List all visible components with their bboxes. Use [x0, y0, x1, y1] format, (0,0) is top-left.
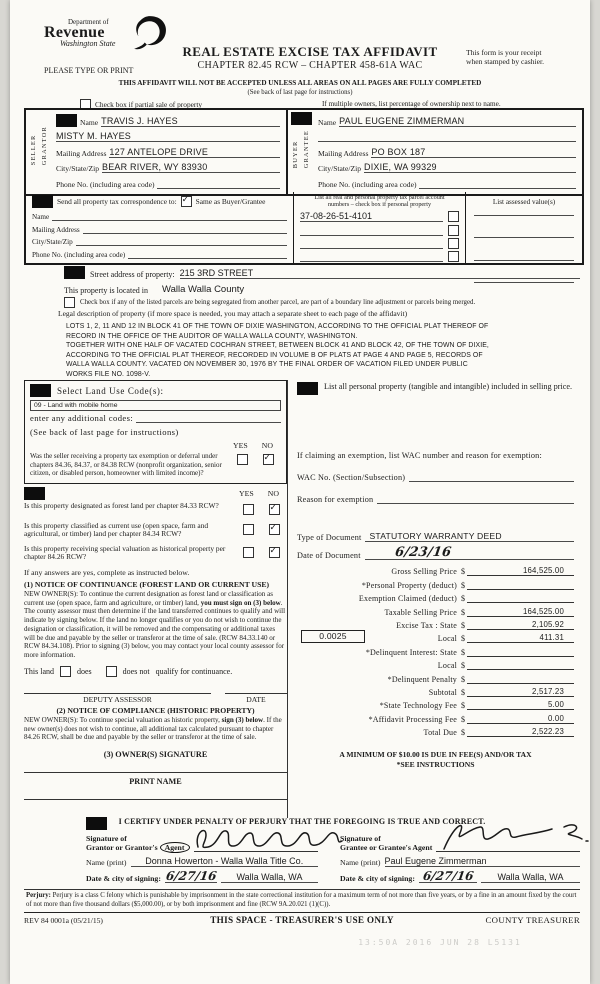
section4-marker	[64, 266, 85, 279]
processing-fee-field[interactable]	[467, 714, 574, 724]
forest-land-question: Is this property designated as forest land per chapter 84.33 RCW?	[24, 500, 219, 510]
legal-line-5: WALLA WALLA COUNTY. VACATED ON NOVEMBER 30, 1976 BY THE FINAL ORDER OF VACATION FILED UNDER PUBLIC	[66, 361, 468, 369]
fee-label: *Delinquent Interest: State	[365, 647, 457, 657]
grantee-city-field[interactable]: Walla Walla, WA	[481, 872, 580, 883]
wac-field[interactable]	[409, 481, 574, 482]
parcel3-personal-checkbox[interactable]	[448, 238, 459, 249]
parcel-numbers-section	[294, 192, 466, 263]
grantee-name-label: Name (print)	[340, 858, 381, 867]
dollar-sign: $	[461, 714, 466, 724]
notice1-pre: NEW OWNER(S): To continue the current designation as forest land or classification as current use (open space, farm and agriculture, or timber) land,	[24, 589, 273, 607]
dollar-sign: $	[461, 634, 466, 644]
corr-csz-label: City/State/Zip	[32, 238, 73, 247]
form-footer	[24, 915, 580, 925]
assessed-header: List assessed value(s)	[492, 198, 556, 206]
land-use-column	[24, 380, 287, 818]
deputy-date-field[interactable]	[225, 685, 287, 694]
corr-name-label: Name	[32, 212, 50, 221]
cashier-stamp: 13:50A 2016 JUN 28 L5131	[358, 938, 522, 947]
legal-line-4: ACCORDING TO THE OFFICIAL PLAT THEREOF, RECORDED IN VOLUME B OF PLATS AT PAGE 4 AND PAGE 5, RECORDS OF	[66, 351, 483, 359]
deferral-no-checkbox[interactable]	[263, 454, 274, 465]
land-use-code-select[interactable]: 09 - Land with mobile home	[30, 400, 281, 411]
legal-line-6: WORKS FILE NO. 1098-V.	[66, 370, 151, 378]
tech-fee-field[interactable]	[467, 700, 574, 710]
fee-label: *Affidavit Processing Fee	[368, 714, 457, 724]
form-chapter: CHAPTER 82.45 RCW – CHAPTER 458-61A WAC	[197, 60, 423, 71]
dollar-sign: $	[461, 647, 466, 657]
tax-column	[287, 380, 580, 818]
personal-deduct-field[interactable]	[467, 580, 574, 590]
delinq-penalty-field[interactable]	[467, 674, 574, 684]
does-not-label: does not	[122, 666, 150, 676]
grantor-date-label: Date & city of signing:	[86, 874, 161, 883]
multiple-owners-note: If multiple owners, list percentage of ownership next to name.	[322, 100, 501, 108]
dollar-sign: $	[461, 687, 466, 697]
located-county-field[interactable]: Walla Walla County	[161, 284, 245, 295]
buyer-role-2: GRANTEE	[303, 130, 310, 169]
section5-marker	[30, 384, 51, 397]
grantee-name-field[interactable]: Paul Eugene Zimmerman	[385, 856, 581, 867]
personal-property-note: List all personal property (tangible and intangible) included in selling price.	[324, 382, 573, 391]
wac-label: WAC No. (Section/Subsection)	[297, 473, 406, 482]
land-use-select-label: Select Land Use Code(s):	[57, 385, 164, 396]
corr-name-field[interactable]	[52, 220, 287, 221]
see-back-note: (See back of last page for instructions)	[247, 89, 353, 96]
deputy-assessor-signature-field[interactable]	[24, 685, 211, 694]
fee-label: Exemption Claimed (deduct)	[358, 594, 457, 604]
date-label: DATE	[246, 694, 266, 704]
legal-line-2: RECORD IN THE OFFICE OF THE AUDITOR OF WALLA WALLA COUNTY, WASHINGTON.	[66, 332, 358, 340]
gross-price-field[interactable]	[467, 566, 574, 576]
current-use-yes-checkbox[interactable]	[243, 524, 254, 535]
q-yes-header: YES	[239, 488, 254, 498]
grantor-sig-label-1: Signature of	[86, 834, 127, 843]
fee-label: *Personal Property (deduct)	[361, 580, 457, 590]
fee-label: Local	[437, 634, 457, 644]
fee-label: *State Technology Fee	[379, 701, 457, 711]
notice1-title: (1) NOTICE OF CONTINUANCE (FOREST LAND OR CURRENT USE)	[24, 579, 270, 589]
fee-value	[564, 647, 574, 656]
does-not-checkbox[interactable]	[106, 666, 117, 677]
fee-value: 2,105.92	[532, 619, 564, 629]
section2-marker	[291, 112, 312, 125]
grantor-signature-block	[86, 830, 318, 883]
fee-value: 2,517.23	[532, 686, 564, 696]
fee-label: Local	[437, 661, 457, 671]
excise-local-field[interactable]	[467, 633, 574, 643]
minimum-note	[297, 750, 574, 769]
fee-value: 411.31	[539, 633, 564, 643]
excise-state-field[interactable]	[467, 620, 574, 630]
reason-field[interactable]	[377, 503, 574, 504]
street-address-label: Street address of property:	[90, 270, 175, 279]
dollar-sign: $	[461, 661, 466, 671]
partial-sale-label: Check box if partial sale of property	[95, 100, 203, 109]
subtotal-field[interactable]	[467, 687, 574, 697]
total-due-field[interactable]	[467, 727, 574, 737]
historical-yes-checkbox[interactable]	[243, 547, 254, 558]
fee-row-excise-state	[297, 617, 574, 630]
seller-section	[26, 110, 288, 194]
historical-question: Is this property receiving special valuation as historical property per chapter 84.26 RCW?	[24, 543, 226, 562]
grantor-city-field[interactable]: Walla Walla, WA	[221, 872, 318, 883]
dollar-sign: $	[461, 567, 466, 577]
grantor-name-label: Name (print)	[86, 858, 127, 867]
receipt-note	[466, 48, 574, 66]
grantor-date-handwritten: 6/27/16	[164, 869, 218, 883]
fee-label: Gross Selling Price	[391, 567, 457, 577]
legal-description-text	[66, 322, 570, 380]
receipt-note-line2: when stamped by cashier.	[466, 57, 545, 66]
dollar-sign: $	[461, 728, 466, 738]
seller-role-label	[28, 126, 50, 165]
deputy-assessor-label: DEPUTY ASSESSOR	[83, 694, 152, 704]
seller-phone-field[interactable]	[157, 188, 280, 189]
fee-label: Excise Tax : State	[396, 620, 457, 630]
legal-description-label: Legal description of property (if more space is needed, you may attach a separate sheet to each page of the affidavit)	[58, 309, 408, 318]
fee-label: Taxable Selling Price	[384, 607, 457, 617]
grantor-sig-label-2: Grantor or Grantor's	[86, 843, 158, 852]
perjury-bold: Perjury:	[26, 892, 51, 899]
parcel1-personal-checkbox[interactable]	[448, 211, 459, 222]
land-use-box	[24, 380, 287, 484]
forest-no-checkbox[interactable]	[269, 504, 280, 515]
buyer-csz-label: City/State/Zip	[318, 164, 362, 174]
buyer-phone-field[interactable]	[419, 188, 576, 189]
notice2-bold: sign (3) below	[221, 715, 264, 724]
fee-row-personal	[297, 576, 574, 589]
section1-marker	[56, 114, 77, 127]
seller-address-label: Mailing Address	[56, 148, 107, 158]
deferral-question: Was the seller receiving a property tax exemption or deferral under chapters 84.36, 84.37, or 84.38 RCW (nonprofit organization, senior citizen, or disabled person, homeowner with limited income)?	[30, 452, 222, 478]
fee-value: 0.00	[548, 713, 564, 723]
fee-value	[564, 660, 574, 669]
fee-row-delinq-int-state	[297, 643, 574, 656]
legal-line-3: TOGETHER WITH ONE HALF OF VACATED COCHRAN STREET, BETWEEN BLOCK 41 AND BLOCK 42, OF THE TOWN OF DIXIE,	[66, 342, 489, 350]
yes-header: YES	[233, 441, 248, 450]
buyer-role-1: BUYER	[292, 140, 299, 169]
assessed-values-section	[466, 192, 582, 263]
does-checkbox[interactable]	[60, 666, 71, 677]
grantee-sig-label-2: Grantee or Grantee's Agent	[340, 843, 433, 852]
segregated-label: Check box if any of the listed parcels are being segregated from another parcel, are part of a boundary line adjustment or parcels being merged.	[80, 299, 476, 306]
delinq-int-local-field[interactable]	[467, 660, 574, 670]
owners-signature-field[interactable]	[24, 759, 287, 773]
corr-phone-label: Phone No. (including area code)	[32, 251, 126, 260]
notice1-text	[24, 590, 287, 660]
grantor-name-field[interactable]: Donna Howerton - Walla Walla Title Co.	[131, 856, 319, 867]
notice2-post: . If the new owner(s) does not wish to continue, all additional tax calculated pursuant to chapter 84.26 RCW, shall be due and payable by the seller or transferor at the time of sale.	[24, 715, 282, 742]
parcel4-personal-checkbox[interactable]	[448, 251, 459, 262]
assessed1-field[interactable]	[474, 215, 574, 216]
seller-phone-label: Phone No. (including area code)	[56, 179, 155, 189]
dollar-sign: $	[461, 580, 466, 590]
section6-marker	[24, 487, 45, 500]
rev-number: REV 84 0001a (05/21/15)	[24, 916, 103, 925]
fee-row-tech-fee	[297, 697, 574, 710]
owners-signature-title: (3) OWNER(S) SIGNATURE	[103, 750, 208, 760]
send-to-label: Send all property tax correspondence to:	[57, 196, 177, 206]
corr-phone-field[interactable]	[128, 258, 287, 259]
segregated-checkbox[interactable]	[64, 297, 75, 308]
grantor-signature-icon	[194, 823, 344, 855]
dollar-sign: $	[461, 674, 466, 684]
fee-label: Subtotal	[428, 687, 457, 697]
buyer-name-field[interactable]: PAUL EUGENE ZIMMERMAN	[339, 116, 576, 127]
grantee-date-handwritten: 6/27/16	[421, 869, 475, 883]
buyer-section	[288, 110, 582, 194]
if-yes-note: If any answers are yes, complete as instructed below.	[24, 567, 190, 577]
corr-address-label: Mailing Address	[32, 225, 80, 234]
notice1-post: . The county assessor must then determine if the land transferred continues to qualify and will indicate by signing below. If the land no longer qualifies or you do not wish to continue the designation or classification, it will be removed and the compensating or additional taxes will be due and payable by the seller or transferor at the time of sale. (RCW 84.33.140 or RCW 84.34.108). Prior to signing (3) below, you may contact your local county assessor for more information.	[24, 598, 286, 660]
minimum-note-line2: *SEE INSTRUCTIONS	[396, 759, 475, 769]
fee-row-local	[297, 630, 574, 643]
corr-csz-field[interactable]	[76, 245, 287, 246]
party-table	[24, 108, 584, 196]
fee-label: *Delinquent Penalty	[387, 674, 457, 684]
grantee-date-field[interactable]	[419, 870, 477, 883]
fee-row-total	[297, 724, 574, 737]
seller-name2-field[interactable]: MISTY M. HAYES	[56, 131, 280, 142]
deferral-yes-checkbox[interactable]	[237, 454, 248, 465]
perjury-text: Perjury is a class C felony which is punishable by imprisonment in the state correctional institution for a maximum term of not more than five years, or by a fine in an amount fixed by the court of not more than five thousand dollars ($5,000.00), or by both imprisonment and fine (RCW 9A.20.021 (1)(C)).	[26, 892, 577, 908]
minimum-note-line1: A MINIMUM OF $10.00 IS DUE IN FEE(S) AND/OR TAX	[339, 750, 532, 760]
county-treasurer-label: COUNTY TREASURER	[485, 915, 580, 925]
located-in-label: This property is located in	[64, 286, 148, 295]
parcel-header-1: List all real and personal property tax parcel account	[314, 194, 445, 201]
grantor-signature-field[interactable]	[194, 841, 319, 852]
fee-value: 5.00	[548, 700, 564, 710]
form-header	[22, 16, 578, 108]
parcel2-personal-checkbox[interactable]	[448, 225, 459, 236]
parcel2-field[interactable]	[300, 235, 443, 236]
fee-row-taxable	[297, 603, 574, 616]
parcel3-field[interactable]	[300, 248, 443, 249]
doc-date-handwritten: 6/23/16	[393, 545, 452, 560]
assessed2-field[interactable]	[474, 237, 574, 238]
grantor-agent-circled: Agent	[160, 842, 190, 853]
delinq-int-state-field[interactable]	[467, 647, 574, 657]
land-use-see-back: (See back of last page for instructions)	[30, 427, 179, 437]
buyer-phone-label: Phone No. (including area code)	[318, 179, 417, 189]
fee-row-gross	[297, 563, 574, 576]
grantee-signature-icon	[436, 819, 590, 855]
perjury-note	[24, 889, 580, 913]
fee-value	[564, 674, 574, 683]
dollar-sign: $	[461, 607, 466, 617]
seller-address-field[interactable]: 127 ANTELOPE DRIVE	[109, 147, 280, 158]
notice2-text	[24, 716, 287, 742]
buyer-address-field[interactable]: PO BOX 187	[371, 147, 576, 158]
seller-role-2: GRANTOR	[41, 126, 48, 166]
qualify-label: qualify for continuance.	[155, 666, 233, 676]
form-title: REAL ESTATE EXCISE TAX AFFIDAVIT	[182, 44, 438, 59]
no-header: NO	[261, 441, 273, 450]
fee-value	[564, 593, 574, 602]
fee-value: 2,522.23	[532, 727, 564, 737]
doc-type-field[interactable]: STATUTORY WARRANTY DEED	[365, 531, 574, 542]
logo-dept-text: Department of	[68, 18, 109, 26]
fee-value: 164,525.00	[522, 566, 564, 576]
seller-name-label: Name	[80, 117, 99, 127]
grantee-signature-block	[340, 830, 580, 883]
buyer-role-label	[290, 130, 312, 168]
certify-statement: I CERTIFY UNDER PENALTY OF PERJURY THAT THE FOREGOING IS TRUE AND CORRECT.	[118, 817, 486, 826]
logo-state-text: Washington State	[60, 39, 116, 48]
buyer-address-label: Mailing Address	[318, 148, 369, 158]
section3-marker	[32, 195, 53, 208]
historical-no-checkbox[interactable]	[269, 547, 280, 558]
grantee-signature-field[interactable]	[436, 841, 580, 852]
doc-date-label: Date of Document	[297, 551, 361, 560]
seller-csz-field[interactable]: BEAR RIVER, WY 83930	[102, 162, 280, 173]
q-no-header: NO	[267, 488, 279, 498]
grantee-date-label: Date & city of signing:	[340, 874, 415, 883]
warning-text: THIS AFFIDAVIT WILL NOT BE ACCEPTED UNLESS ALL AREAS ON ALL PAGES ARE FULLY COMPLETED	[118, 79, 482, 87]
current-use-question: Is this property classified as current use (open space, farm and agricultural, or timber) land per chapter 84.34 RCW?	[24, 520, 209, 539]
additional-codes-label: enter any additional codes:	[30, 413, 134, 423]
doc-date-field[interactable]	[365, 547, 574, 560]
receipt-note-line1: This form is your receipt	[466, 48, 542, 57]
exemption-deduct-field[interactable]	[467, 593, 574, 603]
parcel4-field[interactable]	[300, 261, 443, 262]
assessed4-field[interactable]	[474, 282, 574, 283]
assessed3-field[interactable]	[474, 260, 574, 261]
fee-row-exemption	[297, 590, 574, 603]
notice2-pre: NEW OWNER(S): To continue special valuation as historic property,	[24, 715, 222, 724]
grantor-date-field[interactable]	[165, 870, 217, 883]
fees-table	[297, 563, 574, 737]
section8-marker	[86, 817, 107, 830]
additional-codes-field[interactable]	[136, 422, 281, 423]
notice2-title: (2) NOTICE OF COMPLIANCE (HISTORIC PROPERTY)	[56, 705, 255, 715]
print-name-label: PRINT NAME	[129, 777, 182, 787]
current-use-no-checkbox[interactable]	[269, 524, 280, 535]
fee-value: 164,525.00	[522, 606, 564, 616]
affidavit-document	[10, 0, 590, 984]
parcel-number-field[interactable]: 37-08-26-51-4101	[300, 211, 443, 222]
corr-address-field[interactable]	[83, 233, 287, 234]
certification-section	[24, 817, 580, 883]
dollar-sign: $	[461, 701, 466, 711]
buyer-csz-field[interactable]: DIXIE, WA 99329	[364, 162, 576, 173]
treasurer-space-label: THIS SPACE - TREASURER'S USE ONLY	[210, 915, 394, 925]
correspondence-table	[24, 192, 584, 265]
seller-csz-label: City/State/Zip	[56, 164, 100, 174]
print-name-field[interactable]	[24, 786, 287, 800]
fee-label: Total Due	[423, 728, 457, 738]
fee-row-processing-fee	[297, 710, 574, 723]
local-rate-box: 0.0025	[301, 630, 365, 643]
this-land-label: This land	[24, 666, 54, 676]
street-address-field[interactable]: 215 3RD STREET	[180, 268, 580, 279]
fee-row-delinq-penalty	[297, 670, 574, 683]
parcel-header-2: numbers – check box if personal property	[327, 201, 432, 209]
does-label: does	[77, 666, 92, 676]
correspondence-section	[26, 192, 294, 263]
reason-label: Reason for exemption	[297, 495, 374, 504]
grantee-sig-label-1: Signature of	[340, 834, 381, 843]
taxable-price-field[interactable]	[467, 607, 574, 617]
buyer-name2-field[interactable]	[318, 141, 576, 142]
logo-revenue-text: Revenue	[44, 24, 105, 41]
legal-line-1: LOTS 1, 2, 11 AND 12 IN BLOCK 41 OF THE TOWN OF DIXIE WASHINGTON, ACCORDING TO THE OFFICIAL PLAT THEREOF OF	[66, 323, 489, 330]
same-as-buyer-checkbox[interactable]	[181, 196, 192, 207]
fee-value	[564, 580, 574, 589]
same-as-buyer-label: Same as Buyer/Grantee	[195, 196, 266, 206]
notice1-bold: you must sign on (3) below	[200, 598, 281, 607]
section7-marker	[297, 382, 318, 395]
fee-row-subtotal	[297, 684, 574, 697]
dollar-sign: $	[461, 620, 466, 630]
doc-type-label: Type of Document	[297, 533, 362, 542]
type-or-print-label: PLEASE TYPE OR PRINT	[44, 66, 134, 75]
fee-row-delinq-int-local	[297, 657, 574, 670]
forest-yes-checkbox[interactable]	[243, 504, 254, 515]
seller-name-field[interactable]: TRAVIS J. HAYES	[101, 116, 280, 127]
seller-role-1: SELLER	[30, 134, 37, 166]
buyer-name-label: Name	[318, 117, 337, 127]
dollar-sign: $	[461, 594, 466, 604]
exemption-claim-note: If claiming an exemption, list WAC number and reason for exemption:	[297, 451, 542, 460]
